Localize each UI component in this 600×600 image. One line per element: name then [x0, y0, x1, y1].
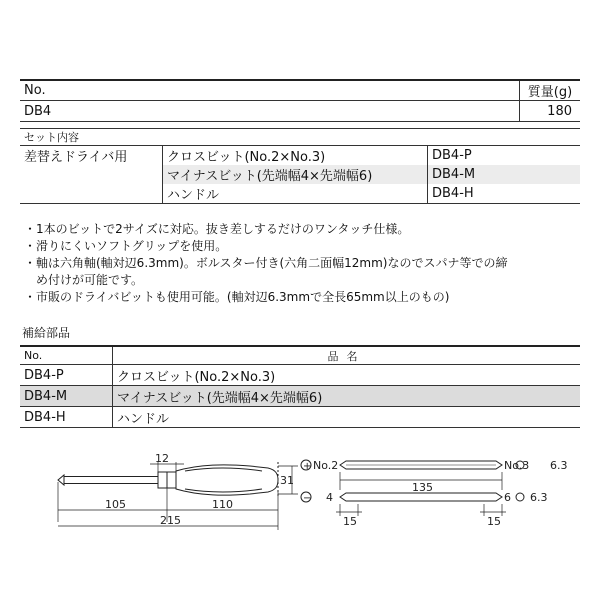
- bit-length: 135: [412, 481, 433, 494]
- set-item-code: DB4-M: [428, 165, 581, 184]
- set-contents-header: セット内容: [20, 129, 580, 146]
- part-code: DB4-M: [20, 386, 113, 407]
- set-item-code: DB4-P: [428, 146, 581, 166]
- dimension-diagram: [0, 440, 600, 540]
- tip-right-length: 15: [487, 515, 501, 528]
- col-weight-header: 質量(g): [520, 80, 581, 101]
- cross-left-label: No.2: [313, 459, 339, 472]
- set-category: 差替えドライバ用: [24, 150, 128, 165]
- dim-shaft-length: 105: [105, 498, 126, 511]
- note-line: ・1本のビットで2サイズに対応。抜き差しするだけのワンタッチ仕様。: [24, 222, 410, 236]
- parts-section-title: 補給部品: [22, 326, 71, 340]
- feature-notes: [24, 221, 584, 306]
- weight-value: 180: [520, 101, 581, 122]
- slot-right-width: 6: [504, 491, 511, 504]
- cross-right-label: No.3: [504, 459, 530, 472]
- plus-symbol: +: [303, 461, 312, 472]
- part-code: DB4-P: [20, 365, 113, 386]
- parts-col-name: 品名: [113, 346, 581, 365]
- col-no-header: No.: [20, 80, 520, 101]
- tip-left-length: 15: [343, 515, 357, 528]
- spec-table: [20, 79, 580, 122]
- empty-cell: [20, 184, 163, 204]
- empty-cell: [20, 165, 163, 184]
- cross-hex-size: 6.3: [550, 459, 568, 472]
- slot-left-width: 4: [326, 491, 333, 504]
- note-line: め付けが可能です。: [24, 273, 144, 287]
- set-item-code: DB4-H: [428, 184, 581, 204]
- parts-table: [20, 345, 580, 428]
- set-item-name: マイナスビット(先端幅4×先端幅6): [163, 165, 428, 184]
- parts-col-no: No.: [20, 346, 113, 365]
- dim-bolster: 12: [155, 452, 169, 465]
- note-line: ・軸は六角軸(軸対辺6.3mm)。ボルスター付き(六角二面幅12mm)なのでスパナ等での締: [24, 256, 508, 270]
- minus-symbol: −: [303, 493, 312, 504]
- note-line: ・市販のドライバビットも使用可能。(軸対辺6.3mmで全長65mm以上のもの): [24, 290, 450, 304]
- dim-total-length: 215: [160, 514, 181, 527]
- note-line: ・滑りにくいソフトグリップを使用。: [24, 239, 228, 253]
- set-contents-table: [20, 128, 580, 204]
- slot-hex-size: 6.3: [530, 491, 548, 504]
- dim-handle-length: 110: [212, 498, 233, 511]
- dim-handle-diameter: 31: [280, 474, 294, 487]
- part-name: クロスビット(No.2×No.3): [113, 365, 581, 386]
- part-code: DB4-H: [20, 407, 113, 428]
- set-item-name: ハンドル: [163, 184, 428, 204]
- part-name: マイナスビット(先端幅4×先端幅6): [113, 386, 581, 407]
- model-number: DB4: [20, 101, 520, 122]
- set-item-name: クロスビット(No.2×No.3): [163, 146, 428, 166]
- part-name: ハンドル: [113, 407, 581, 428]
